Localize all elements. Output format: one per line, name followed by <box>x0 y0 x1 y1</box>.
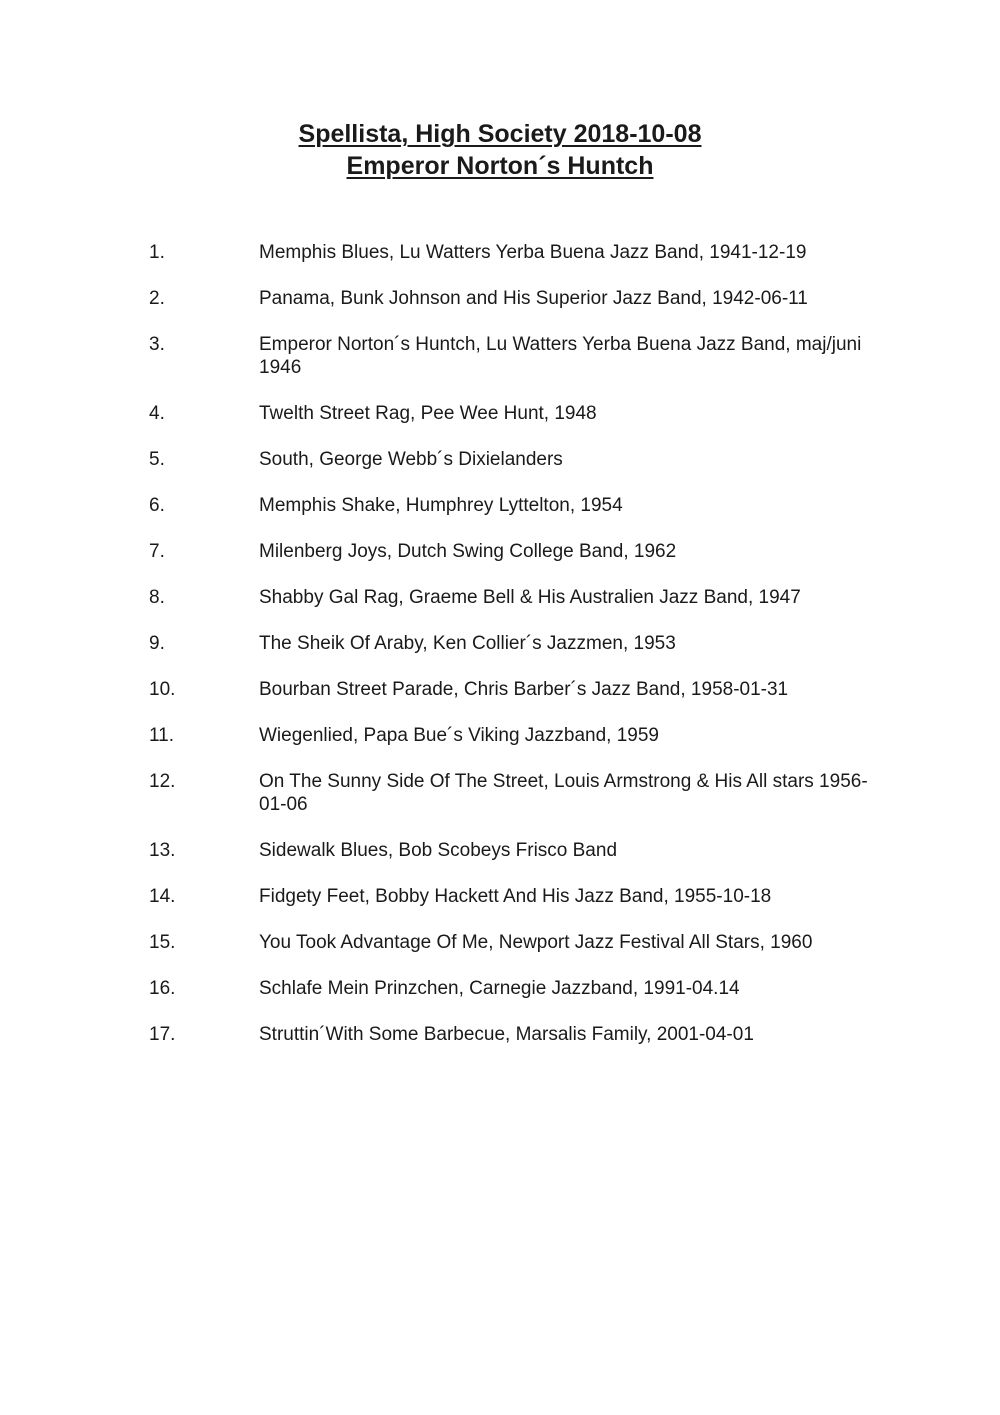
track-text: Milenberg Joys, Dutch Swing College Band, 1962 <box>259 541 677 562</box>
track-number: 7. <box>149 541 165 562</box>
track-text: Wiegenlied, Papa Bue´s Viking Jazzband, 1959 <box>259 725 659 746</box>
track-item <box>0 678 1000 701</box>
track-text: Memphis Blues, Lu Watters Yerba Buena Jazz Band, 1941-12-19 <box>259 242 807 263</box>
track-number: 2. <box>149 288 165 309</box>
track-text: Bourban Street Parade, Chris Barber´s Jazz Band, 1958-01-31 <box>259 679 789 700</box>
track-number: 11. <box>149 725 175 746</box>
document-title <box>0 118 1000 182</box>
track-text: You Took Advantage Of Me, Newport Jazz Festival All Stars, 1960 <box>259 932 813 953</box>
track-item <box>0 333 1000 379</box>
track-number: 1. <box>149 242 165 263</box>
track-item <box>0 448 1000 471</box>
track-text: Struttin´With Some Barbecue, Marsalis Family, 2001-04-01 <box>259 1024 754 1045</box>
track-text: On The Sunny Side Of The Street, Louis Armstrong & His All stars 1956-01-06 <box>259 771 868 815</box>
track-text: Fidgety Feet, Bobby Hackett And His Jazz Band, 1955-10-18 <box>259 886 772 907</box>
track-number: 13. <box>149 840 176 861</box>
track-number: 12. <box>149 771 176 792</box>
track-number: 17. <box>149 1024 176 1045</box>
track-item <box>0 724 1000 747</box>
track-text: Panama, Bunk Johnson and His Superior Jazz Band, 1942-06-11 <box>259 288 808 309</box>
track-text: The Sheik Of Araby, Ken Collier´s Jazzmen, 1953 <box>259 633 676 654</box>
track-number: 14. <box>149 886 176 907</box>
track-item <box>0 931 1000 954</box>
track-text: Twelth Street Rag, Pee Wee Hunt, 1948 <box>259 403 597 424</box>
track-number: 4. <box>149 403 165 424</box>
track-item <box>0 632 1000 655</box>
track-number: 10. <box>149 679 176 700</box>
title-line-1: Spellista, High Society 2018-10-08 <box>298 120 702 148</box>
track-number: 3. <box>149 334 165 355</box>
track-text: Schlafe Mein Prinzchen, Carnegie Jazzband, 1991-04.14 <box>259 978 740 999</box>
track-item <box>0 402 1000 425</box>
track-text: South, George Webb´s Dixielanders <box>259 449 563 470</box>
track-item <box>0 241 1000 264</box>
track-number: 6. <box>149 495 165 516</box>
track-item <box>0 1023 1000 1046</box>
title-line-2: Emperor Norton´s Huntch <box>346 152 654 180</box>
track-item <box>0 839 1000 862</box>
track-number: 5. <box>149 449 165 470</box>
track-text: Emperor Norton´s Huntch, Lu Watters Yerba Buena Jazz Band, maj/juni 1946 <box>259 334 862 378</box>
track-item <box>0 977 1000 1000</box>
track-item <box>0 586 1000 609</box>
track-item <box>0 885 1000 908</box>
track-item <box>0 494 1000 517</box>
track-number: 15. <box>149 932 176 953</box>
track-text: Memphis Shake, Humphrey Lyttelton, 1954 <box>259 495 623 516</box>
track-number: 9. <box>149 633 165 654</box>
track-number: 16. <box>149 978 176 999</box>
track-text: Shabby Gal Rag, Graeme Bell & His Australien Jazz Band, 1947 <box>259 587 801 608</box>
track-list <box>0 241 1000 1069</box>
track-item <box>0 540 1000 563</box>
track-item <box>0 287 1000 310</box>
track-item <box>0 770 1000 816</box>
track-text: Sidewalk Blues, Bob Scobeys Frisco Band <box>259 840 618 861</box>
track-number: 8. <box>149 587 165 608</box>
